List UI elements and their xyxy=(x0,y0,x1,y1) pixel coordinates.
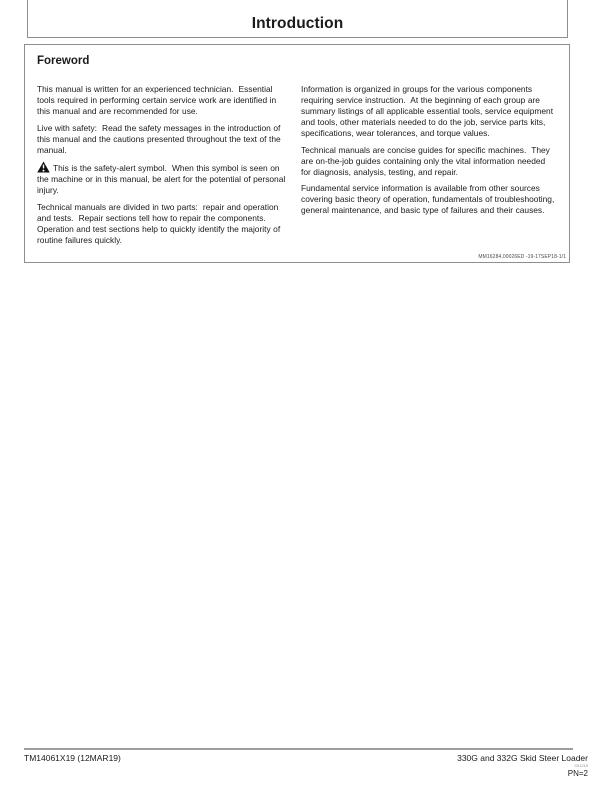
foreword-left-column xyxy=(37,84,291,251)
manual-model-title: 330G and 332G Skid Steer Loader xyxy=(457,753,588,763)
safety-alert-paragraph xyxy=(37,161,291,196)
print-date-code: 031219 xyxy=(574,763,588,768)
paragraph: This manual is written for an experienced technician. Essential tools required in performing certain service work are identified in this manual and are recommended for use. xyxy=(37,84,279,116)
paragraph: Technical manuals are concise guides for specific machines. They are on-the-job guides containing only the vital information needed for diagnosis, analysis, testing, and repair. xyxy=(301,144,553,177)
footer-rule xyxy=(24,748,573,750)
page-number: PN=2 xyxy=(567,769,588,778)
safety-alert-icon xyxy=(37,161,50,173)
foreword-columns xyxy=(37,84,569,251)
paragraph: This is the safety-alert symbol. When this symbol is seen on the machine or in this manual, be alert for the potential of personal injury. xyxy=(37,163,288,195)
paragraph: Fundamental service information is available from other sources covering basic theory of operation, fundamentals of troubleshooting, general maintenance, and basic type of failures and their causes. xyxy=(301,183,557,215)
foreword-right-column xyxy=(301,84,555,251)
foreword-heading: Foreword xyxy=(37,55,90,67)
foreword-section xyxy=(24,44,570,263)
page-title: Introduction xyxy=(251,15,344,32)
page-header xyxy=(27,0,568,38)
paragraph: Information is organized in groups for the various components requiring service instruction. At the beginning of each group are summary listings of all applicable essential tools, service equipment and tools, other materials needed to do the job, service parts kits, specifications, wear tolerances, and torque values. xyxy=(301,84,556,138)
manual-number: TM14061X19 (12MAR19) xyxy=(24,753,121,763)
document-code: MM16284,00026ED -19-17SEP18-1/1 xyxy=(478,254,566,260)
paragraph: Live with safety: Read the safety messages in the introduction of this manual and the cautions presented throughout the text of the manual. xyxy=(37,122,284,155)
paragraph: Technical manuals are divided in two parts: repair and operation and tests. Repair sections tell how to repair the components. Operation and test sections help to quickly identify the majority of routine failures quickly. xyxy=(37,201,283,245)
